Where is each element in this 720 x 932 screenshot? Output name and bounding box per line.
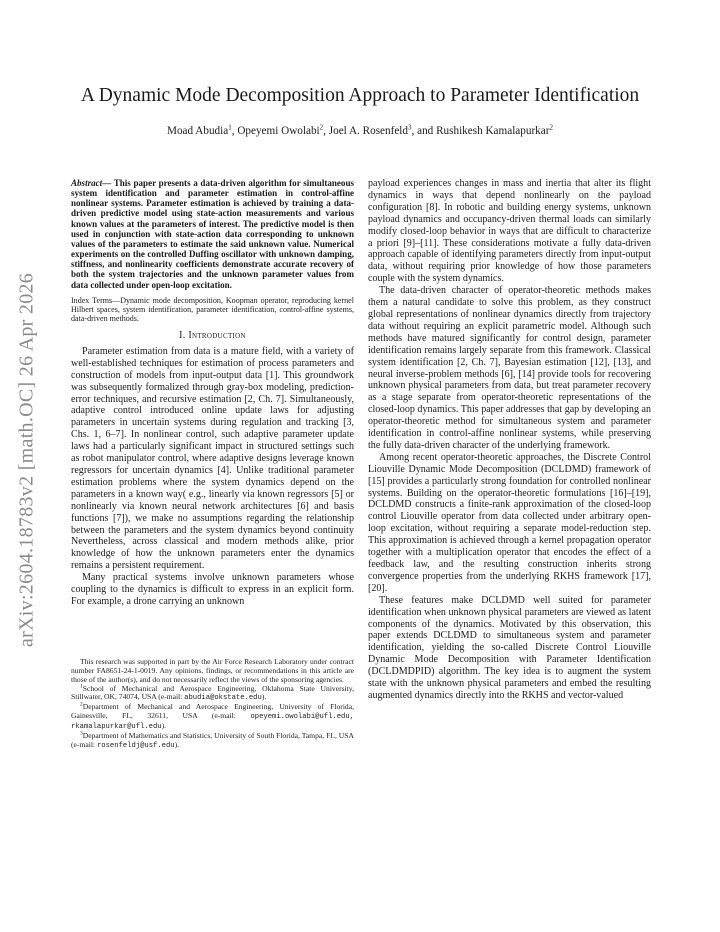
author-name: Rushikesh Kamalapurkar — [436, 125, 550, 137]
abstract-text: This paper presents a data-driven algorithm for simultaneous system identification and parameter estimation in control-affine nonlinear systems. Parameter estimation is achieved by training a data-driven predictive model using state-action measurements and various known values at the parameters of interest. The predictive model is then used in conjunction with state-action data corresponding to unknown values of the parameters to estimate the said unknown value. Numerical experiments on the controlled Duffing oscillator with unknown damping, stiffness, and nonlinearity coefficients demonstrate accurate recovery of both the system trajectories and the unknown parameter values from data collected under open-loop excitation. — [71, 178, 354, 290]
author-affiliation-mark: 3 — [408, 123, 412, 132]
footnote-mark: 2 — [80, 701, 83, 708]
abstract — [71, 178, 354, 290]
footnote-mark: 3 — [80, 730, 83, 737]
footnote-mark: 1 — [80, 683, 83, 689]
index-terms: Index Terms—Dynamic mode decomposition, Koopman operator, reproducing kernel Hilbert spaces, system identification, parameter identification, control-affine systems, data-driven methods. — [71, 295, 354, 323]
author-affiliation-mark: 1 — [228, 123, 232, 132]
footnote-text: School of Mechanical and Aerospace Engineering, Oklahoma State University, Stillwater, OK, 74074, USA (e-mail: — [71, 683, 354, 702]
abstract-label: Abstract — [71, 178, 103, 188]
email-address: rosenfeldj@usf.edu — [96, 741, 175, 750]
funding-footnote: This research was supported in part by the Air Force Research Laboratory under contract number FA8651-24-1-0019. Any opinions, findings, or recommendations in this article are those of the author(s), and do not necessarily reflect the views of the sponsoring agencies. — [71, 657, 354, 684]
footnotes — [71, 658, 354, 750]
arxiv-identifier-text: arXiv:2604.18783v2 [math.OC] 26 Apr 2026 — [15, 272, 38, 648]
abstract-dash: — — [102, 178, 114, 188]
section-numeral: I. — [179, 330, 189, 341]
author-line — [60, 124, 660, 138]
author-name: Moad Abudia — [167, 125, 229, 137]
left-column — [71, 178, 354, 608]
email-address: abudia@okstate.edu — [184, 694, 262, 703]
paper-title: A Dynamic Mode Decomposition Approach to Parameter Identification — [80, 85, 640, 106]
author-affiliation-mark: 2 — [549, 123, 553, 132]
footnote-text: Department of Mathematics and Statistics, University of South Florida, Tampa, FL, USA (e-mail: — [71, 730, 354, 749]
footnote-end: ). — [174, 739, 180, 749]
author-separator: , and — [411, 125, 437, 137]
section-title: Introduction — [188, 330, 246, 341]
footnote-text: Department of Mechanical and Aerospace Engineering, University of Florida, Gainesville, FL, 32611, USA (e-mail: — [71, 702, 354, 721]
section-heading-introduction — [71, 330, 354, 342]
author-affiliation-mark: 2 — [319, 123, 324, 132]
intro-paragraph: Many practical systems involve unknown parameters whose coupling to the dynamics is difficult to express in an explicit form. For example, a drone carrying an unknown — [71, 572, 354, 607]
affiliation-footnote-1 — [71, 685, 354, 704]
author-name: Joel A. Rosenfeld — [328, 125, 409, 137]
intro-paragraph: These features make DCLDMD well suited for parameter identification when unknown physical parameters are viewed as latent components of the dynamics. Motivated by this observation, this paper extends DCLDMD to simultaneous system and parameter identification, yielding the so-called Discrete Control Liouville Dynamic Mode Decomposition with Parameter Identification (DCLDMDPID) algorithm. The key idea is to augment the system state with the unknown physical parameters and embed the resulting augmented dynamics directly into the RKHS and vector-valued — [368, 594, 651, 701]
affiliation-footnote-2 — [71, 703, 354, 732]
author-separator: , — [323, 125, 329, 137]
email-address: opeyemi.owolabi@ufl.edu, rkamalapurkar@ufl.edu — [71, 713, 354, 731]
footnote-end: ). — [161, 720, 167, 730]
author-separator: , — [231, 125, 238, 137]
author-name: Opeyemi Owolabi — [237, 125, 320, 137]
affiliation-footnote-3 — [71, 732, 354, 751]
arxiv-identifier — [12, 250, 42, 670]
right-column — [368, 178, 651, 702]
intro-paragraph: Parameter estimation from data is a mature field, with a variety of well-established techniques for estimation of process parameters and construction of models from input-output data [1]. This groundwork was subsequently formalized through gray-box modeling, prediction-error techniques, and recursive estimation [2, Ch. 7]. Simultaneously, adaptive control introduced online update laws for adjusting parameters in uncertain systems during regulation and tracking [3, Chs. 1, 6–7]. In nonlinear control, such adaptive parameter update laws had a particularly significant impact in structured settings such as robot manipulator control, where adaptive designs leverage known regressors for uncertain dynamics [4]. Unlike traditional parameter estimation problems where the system dynamics depend on the parameters in a known way( e.g., linearly via known regressors [5] or nonlinearly via known neural network architectures [6] and basis functions [7]), we make no assumptions regarding the relationship between the parameters and the system dynamics beyond continuity Nevertheless, across classical and modern methods alike, prior knowledge of how the unknown parameters enter the dynamics remains a persistent requirement. — [71, 345, 354, 572]
intro-paragraph: Among recent operator-theoretic approaches, the Discrete Control Liouville Dynamic Mode Decomposition (DCLDMD) framework of [15] provides a particularly strong foundation for controlled nonlinear systems. Building on the operator-theoretic formulations [16]–[19], DCLDMD constructs a finite-rank approximation of the closed-loop control Liouville operator from data collected under arbitrary open-loop excitation, without requiring a separate model-reduction step. This approximation is achieved through a kernel propagation operator together with a multiplication operator that encodes the effect of a feedback law, and the resulting construction inherits strong convergence properties from the underlying RKHS framework [17], [20]. — [368, 451, 651, 594]
intro-paragraph: The data-driven character of operator-theoretic methods makes them a natural candidate to solve this problem, as they construct global representations of nonlinear dynamics directly from trajectory data without requiring an explicit parametric model. Although such methods have matured significantly for control design, parameter identification remains largely separate from this framework. Classical system identification [2, Ch. 7], Bayesian estimation [12], [13], and neural inverse-problem methods [6], [14] provide tools for recovering unknown physical parameters from data, but treat parameter recovery as a stage separate from operator-theoretic representations of the closed-loop dynamics. This paper addresses that gap by developing an operator-theoretic method for simultaneous system and parameter identification in control-affine nonlinear systems, while preserving the fully data-driven character of the underlying framework. — [368, 285, 651, 451]
footnote-end: ). — [261, 692, 267, 702]
intro-paragraph-continued: payload experiences changes in mass and inertia that alter its flight dynamics in ways that depend nonlinearly on the payload configuration [8]. In robotic and building energy systems, unknown payload dynamics and occupancy-driven thermal loads can similarly modify closed-loop behavior in ways that are difficult to characterize a priori [9]–[11]. These considerations motivate a fully data-driven approach capable of identifying parameters directly from input-output data, without requiring prior knowledge of how those parameters couple with the system dynamics. — [368, 178, 651, 285]
